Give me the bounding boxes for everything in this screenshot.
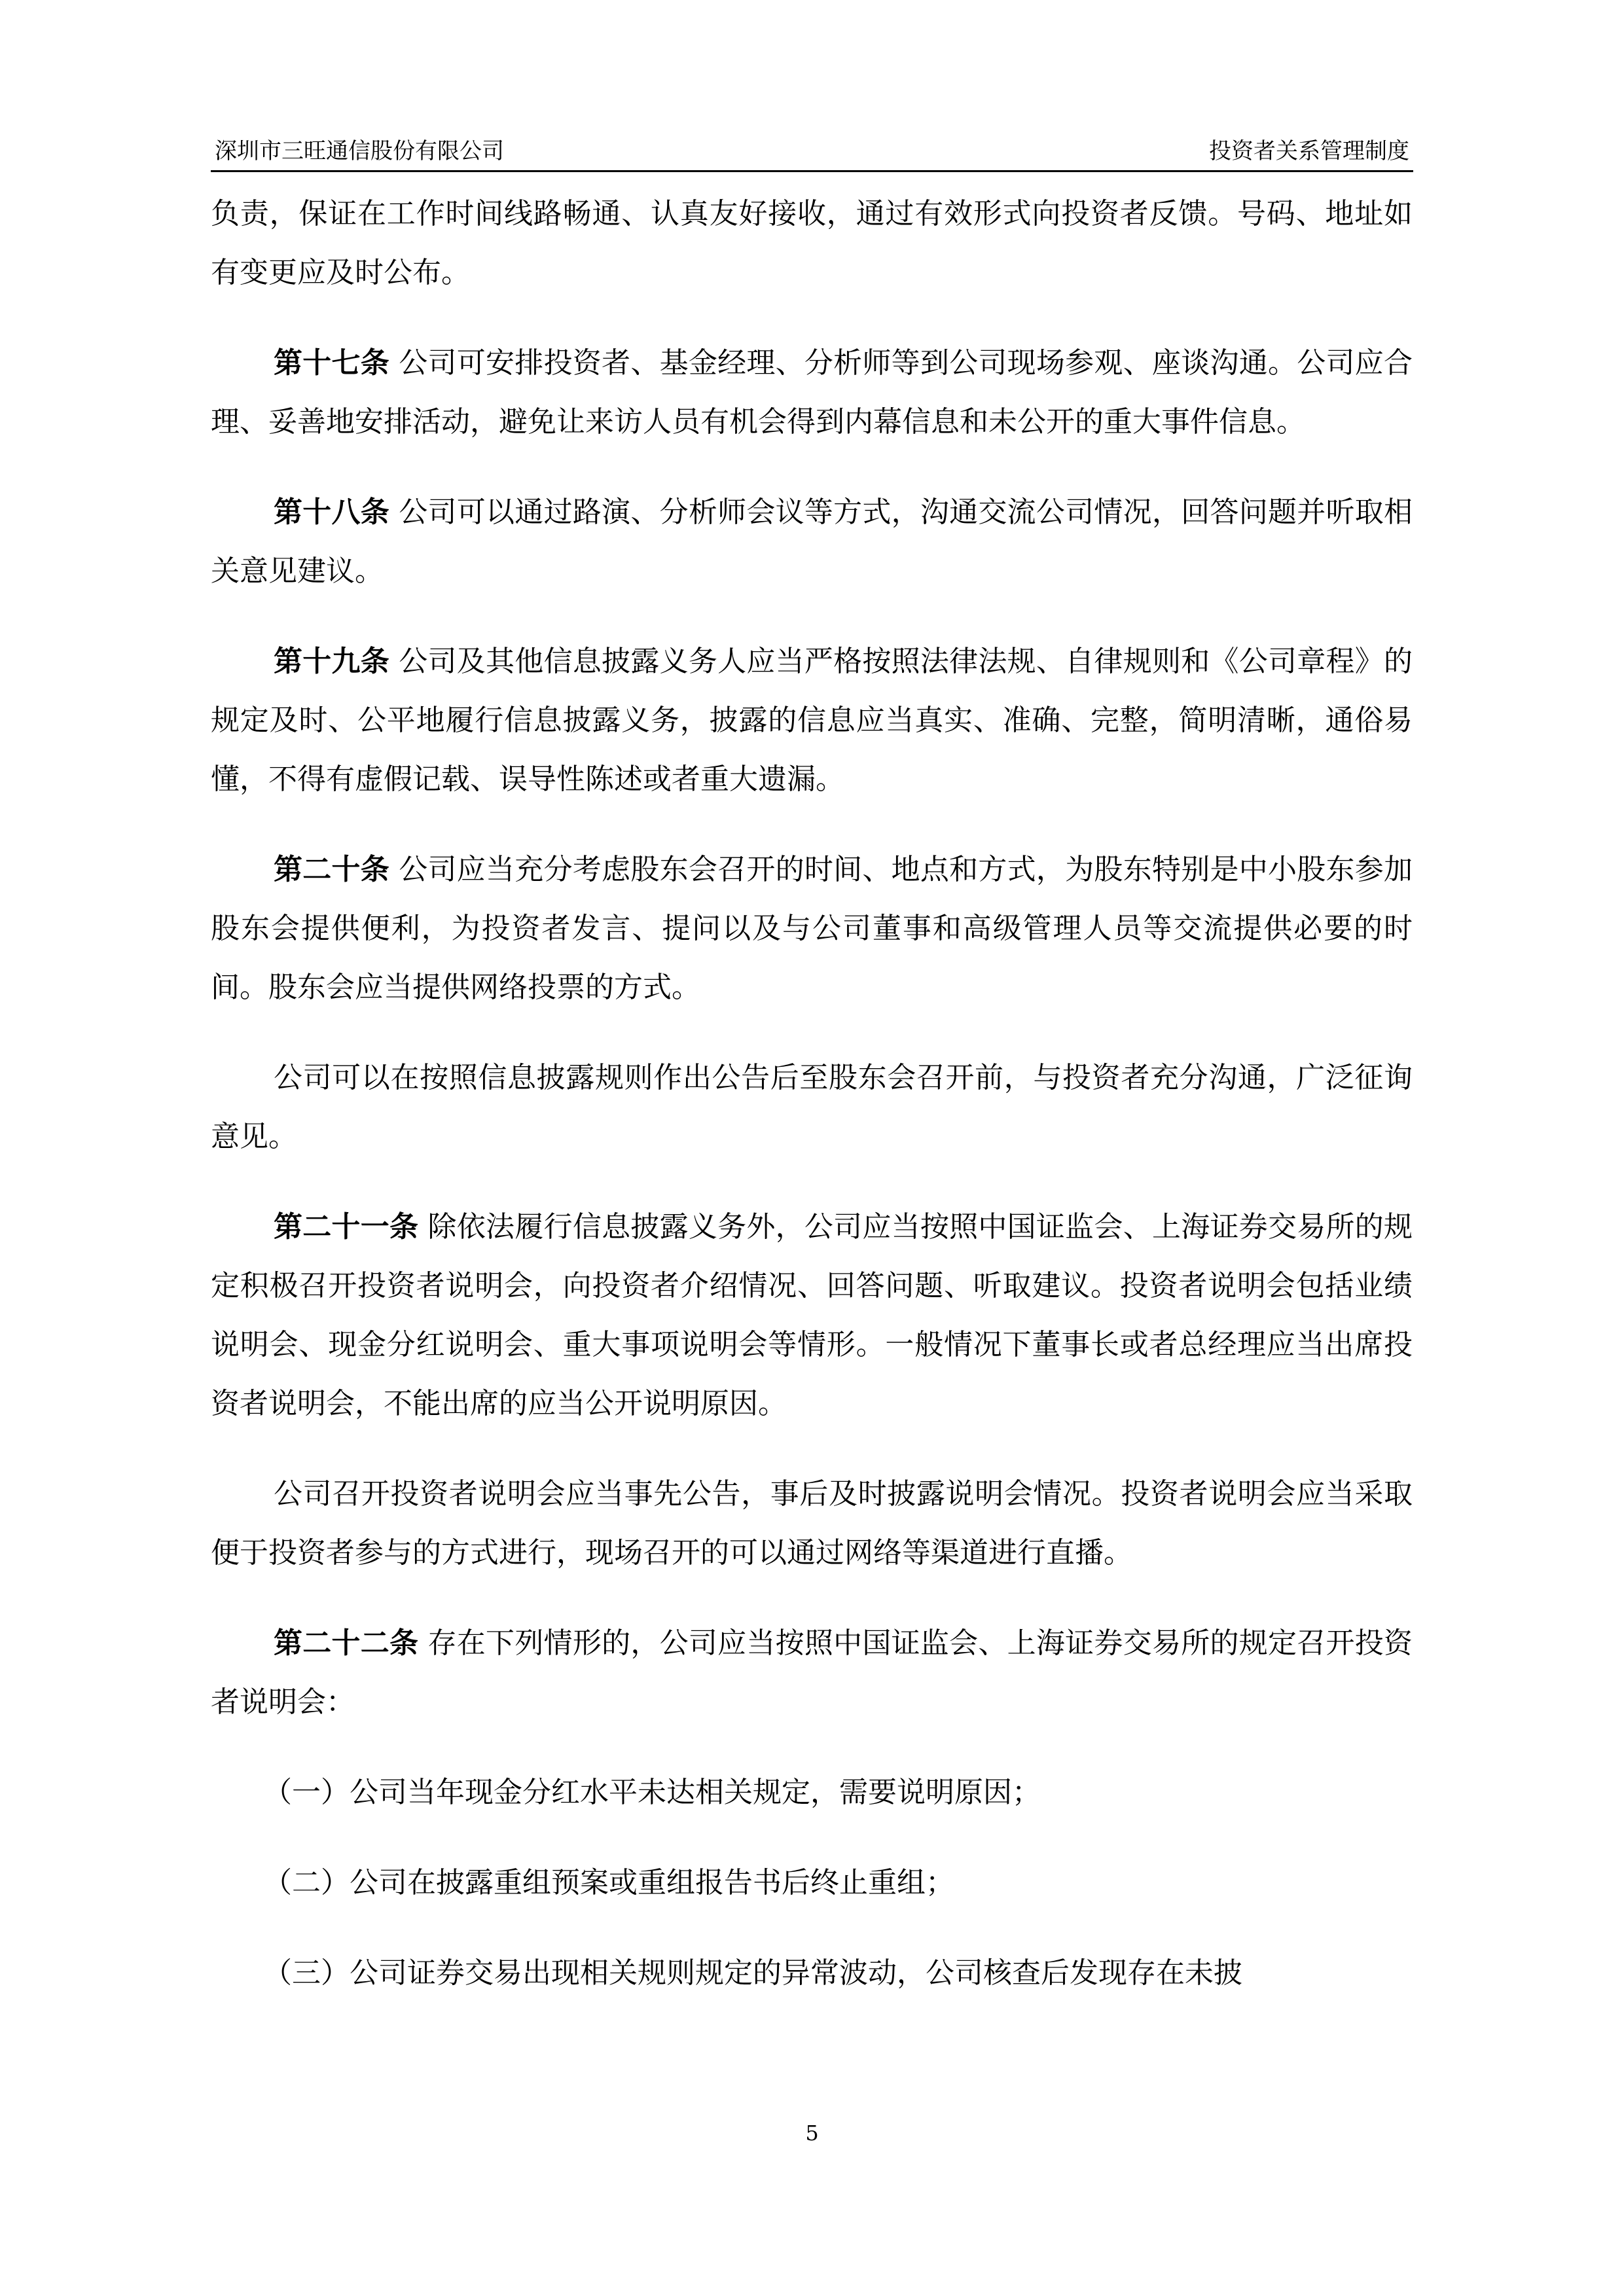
- page-header: [211, 124, 1413, 172]
- article-number: 第二十条: [274, 853, 390, 886]
- article-20: [211, 840, 1413, 1017]
- article-number: 第二十一条: [274, 1210, 419, 1244]
- paragraph-text: 负责，保证在工作时间线路畅通、认真友好接收，通过有效形式向投资者反馈。号码、地址如有变更应及时公布。: [211, 197, 1413, 289]
- article-21: [211, 1198, 1413, 1433]
- document-body: [211, 185, 1413, 2034]
- article-number: 第十七条: [274, 346, 390, 380]
- article-19: [211, 632, 1413, 809]
- article-text: 存在下列情形的，公司应当按照中国证监会、上海证券交易所的规定召开投资者说明会：: [211, 1626, 1413, 1719]
- article-22: [211, 1614, 1413, 1732]
- article-text: 公司及其他信息披露义务人应当严格按照法律法规、自律规则和《公司章程》的规定及时、公平地履行信息披露义务，披露的信息应当真实、准确、完整，简明清晰，通俗易懂，不得有虚假记载、误导性陈述或者重大遗漏。: [211, 645, 1413, 796]
- article-text: 公司可以通过路演、分析师会议等方式，沟通交流公司情况，回答问题并听取相关意见建议。: [211, 495, 1413, 588]
- list-item-text: （二）公司在披露重组预案或重组报告书后终止重组；: [263, 1866, 954, 1899]
- article-number: 第十九条: [274, 645, 390, 678]
- paragraph-continuation: [211, 185, 1413, 302]
- list-item-text: （一）公司当年现金分红水平未达相关规定，需要说明原因；: [263, 1776, 1041, 1809]
- header-document-title: 投资者关系管理制度: [1209, 138, 1409, 164]
- header-company-name: 深圳市三旺通信股份有限公司: [215, 138, 504, 164]
- article-text: 除依法履行信息披露义务外，公司应当按照中国证监会、上海证券交易所的规定积极召开投资者说明会，向投资者介绍情况、回答问题、听取建议。投资者说明会包括业绩说明会、现金分红说明会、重大事项说明会等情形。一般情况下董事长或者总经理应当出席投资者说明会，不能出席的应当公开说明原因。: [211, 1210, 1413, 1420]
- paragraph-text: 公司可以在按照信息披露规则作出公告后至股东会召开前，与投资者充分沟通，广泛征询意见。: [211, 1061, 1413, 1153]
- paragraph: [211, 1049, 1413, 1166]
- list-item: [211, 1763, 1413, 1822]
- paragraph-text: 公司召开投资者说明会应当事先公告，事后及时披露说明会情况。投资者说明会应当采取便于投资者参与的方式进行，现场召开的可以通过网络等渠道进行直播。: [211, 1477, 1413, 1570]
- article-number: 第十八条: [274, 495, 390, 529]
- list-item: [211, 1944, 1413, 2003]
- list-item-text: （三）公司证券交易出现相关规则规定的异常波动，公司核查后发现存在未披: [263, 1956, 1242, 1990]
- list-item: [211, 1854, 1413, 1912]
- article-text: 公司可安排投资者、基金经理、分析师等到公司现场参观、座谈沟通。公司应合理、妥善地安排活动，避免让来访人员有机会得到内幕信息和未公开的重大事件信息。: [211, 346, 1413, 439]
- paragraph: [211, 1465, 1413, 1583]
- article-number: 第二十二条: [274, 1626, 419, 1660]
- page-number: 5: [805, 2121, 819, 2145]
- article-17: [211, 334, 1413, 452]
- article-text: 公司应当充分考虑股东会召开的时间、地点和方式，为股东特别是中小股东参加股东会提供便利，为投资者发言、提问以及与公司董事和高级管理人员等交流提供必要的时间。股东会应当提供网络投票的方式。: [211, 853, 1413, 1004]
- article-18: [211, 483, 1413, 601]
